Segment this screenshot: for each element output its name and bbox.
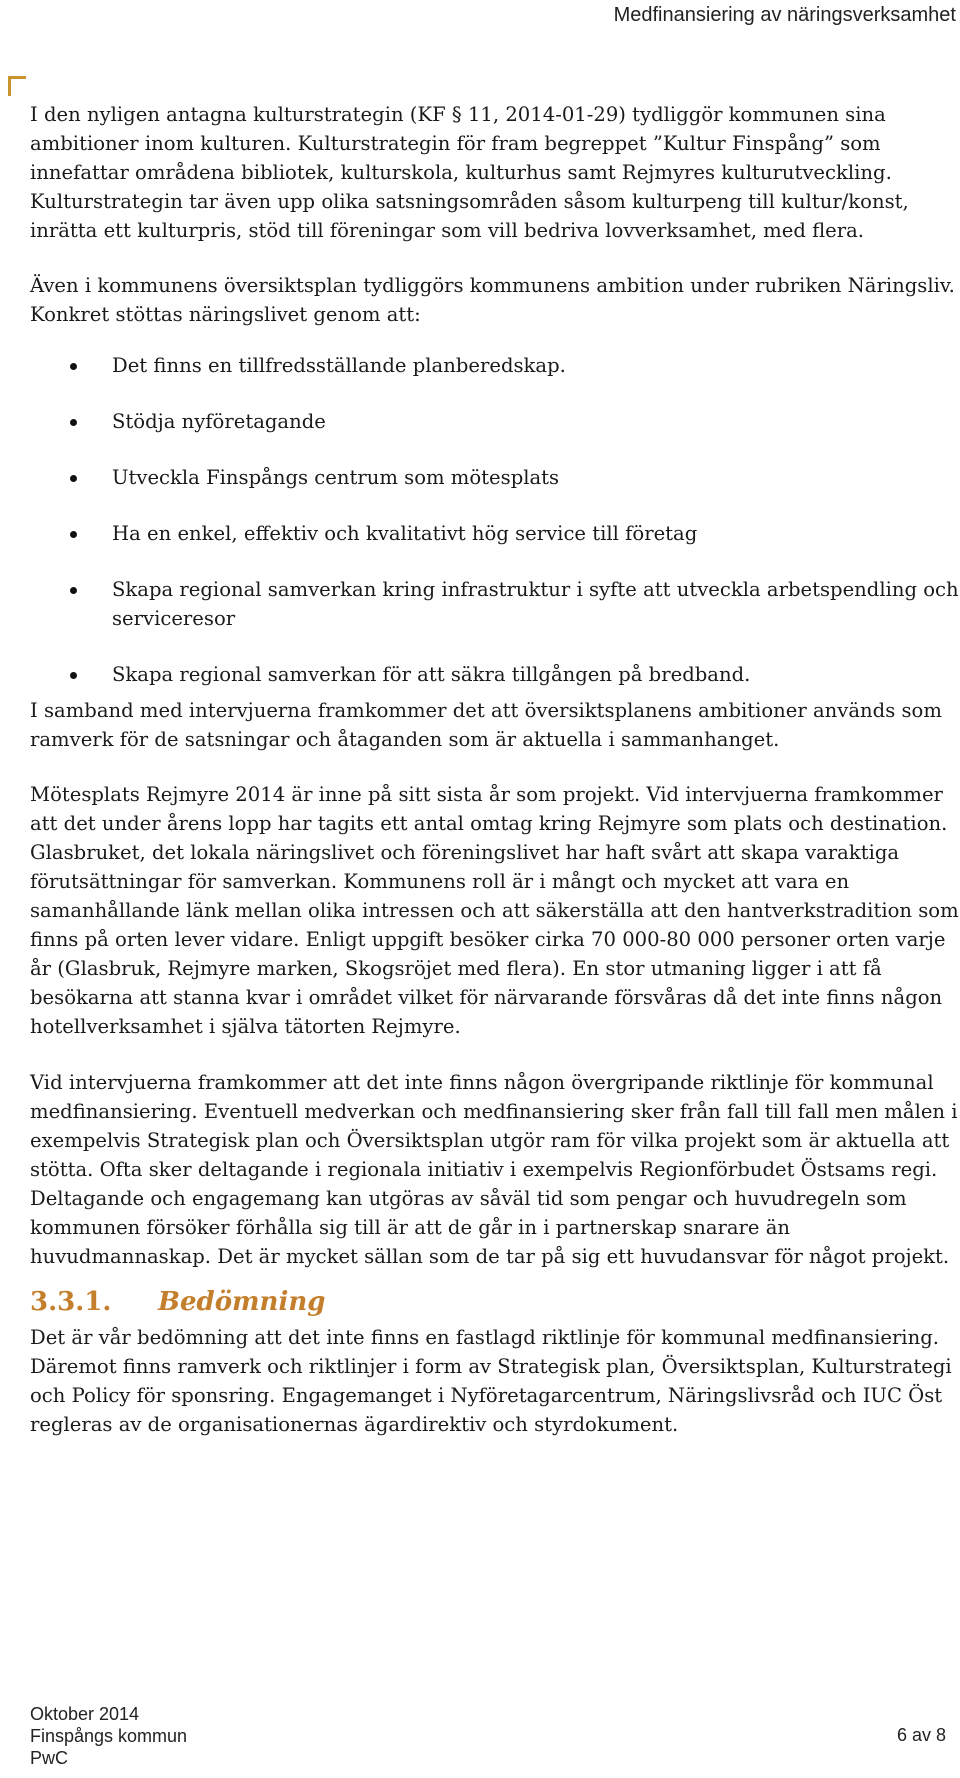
bullet-icon (70, 363, 77, 370)
list-item: Det finns en tillfredsställande planberedskap. (30, 351, 960, 380)
list-item: Ha en enkel, effektiv och kvalitativt hög service till företag (30, 519, 960, 548)
bullet-icon (70, 587, 77, 594)
bullet-icon (70, 531, 77, 538)
footer-date: Oktober 2014 (30, 1704, 140, 1724)
page-footer (30, 1703, 950, 1769)
bullet-icon (70, 672, 77, 679)
footer-organization: Finspångs kommun (30, 1726, 188, 1746)
paragraph-motesplats-rejmyre: Mötesplats Rejmyre 2014 är inne på sitt sista år som projekt. Vid intervjuerna framkommer att det under årens lopp har tagits ett antal omtag kring Rejmyre som plats och destination. Glasbruket, det lokala näringslivet och föreningslivet har haft svårt att skapa varaktiga förutsättningar för samverkan. Kommunens roll är i mångt och mycket att vara en samanhållande länk mellan olika intressen och att säkerställa att den hantverkstradition som finns på orten lever vidare. Enligt uppgift besöker cirka 70 000-80 000 personer orten varje år (Glasbruk, Rejmyre marken, Skogsröjet med flera). En stor utmaning ligger i att få besökarna att stanna kvar i området vilket för närvarande försvåras då det inte finns någon hotellverksamhet i själva tätorten Rejmyre. (30, 783, 959, 1038)
bullet-icon (70, 419, 77, 426)
bullet-icon (70, 475, 77, 482)
paragraph-intervjuer: I samband med intervjuerna framkommer det att översiktsplanens ambitioner används som ramverk för de satsningar och åtaganden som är aktuella i sammanhanget. (30, 699, 942, 751)
section-number: 3.3.1. (30, 1287, 112, 1317)
section-heading (30, 1285, 960, 1319)
paragraph-bedomning: Det är vår bedömning att det inte finns en fastlagd riktlinje för kommunal medfinansiering. Däremot finns ramverk och riktlinjer i form av Strategisk plan, Översiktsplan, Kulturstrategi och Policy för sponsring. Engagemanget i Nyföretagarcentrum, Näringslivsråd och IUC Öst regleras av de organisationernas ägardirektiv och styrdokument. (30, 1326, 952, 1436)
list-item: Skapa regional samverkan för att säkra tillgången på bredband. (30, 660, 960, 689)
page-number: 6 av 8 (896, 1725, 946, 1745)
paragraph-kulturstrategi: I den nyligen antagna kulturstrategin (KF § 11, 2014-01-29) tydliggör kommunen sina ambitioner inom kulturen. Kulturstrategin för fram begreppet ”Kultur Finspång” som innefattar områdena bibliotek, kulturskola, kulturhus samt Rejmyres kulturutveckling. Kulturstrategin tar även upp olika satsningsområden såsom kulturpeng till kultur/konst, inrätta ett kulturpris, stöd till föreningar som vill bedriva lovverksamhet, med flera. (30, 103, 909, 242)
list-item: Skapa regional samverkan kring infrastruktur i syfte att utveckla arbetspendling och serviceresor (30, 575, 960, 633)
paragraph-medfinansiering: Vid intervjuerna framkommer att det inte finns någon övergripande riktlinje för kommunal medfinansiering. Eventuell medverkan och medfinansiering sker från fall till fall men målen i exempelvis Strategisk plan och Översiktsplan utgör ram för vilka projekt som är aktuella att stötta. Ofta sker deltagande i regionala initiativ i exempelvis Regionförbudet Östsams regi. Deltagande och engagemang kan utgöras av såväl tid som pengar och huvudregeln som kommunen försöker förhålla sig till är att de går in i partnerskap snarare än huvudmannaskap. Det är mycket sällan som de tar på sig ett huvudansvar för något projekt. (30, 1071, 958, 1268)
bullet-list (30, 351, 960, 689)
corner-bracket-mark (8, 76, 26, 96)
running-header-title: Medfinansiering av näringsverksamhet (613, 4, 956, 26)
list-item: Stödja nyföretagande (30, 407, 960, 436)
paragraph-oversiktsplan: Även i kommunens översiktsplan tydliggörs kommunens ambition under rubriken Näringsliv. Konkret stöttas näringslivet genom att: (30, 274, 955, 326)
document-body (30, 100, 960, 1439)
footer-company: PwC (30, 1748, 69, 1768)
section-title: Bedömning (158, 1287, 326, 1317)
list-item: Utveckla Finspångs centrum som mötesplats (30, 463, 960, 492)
